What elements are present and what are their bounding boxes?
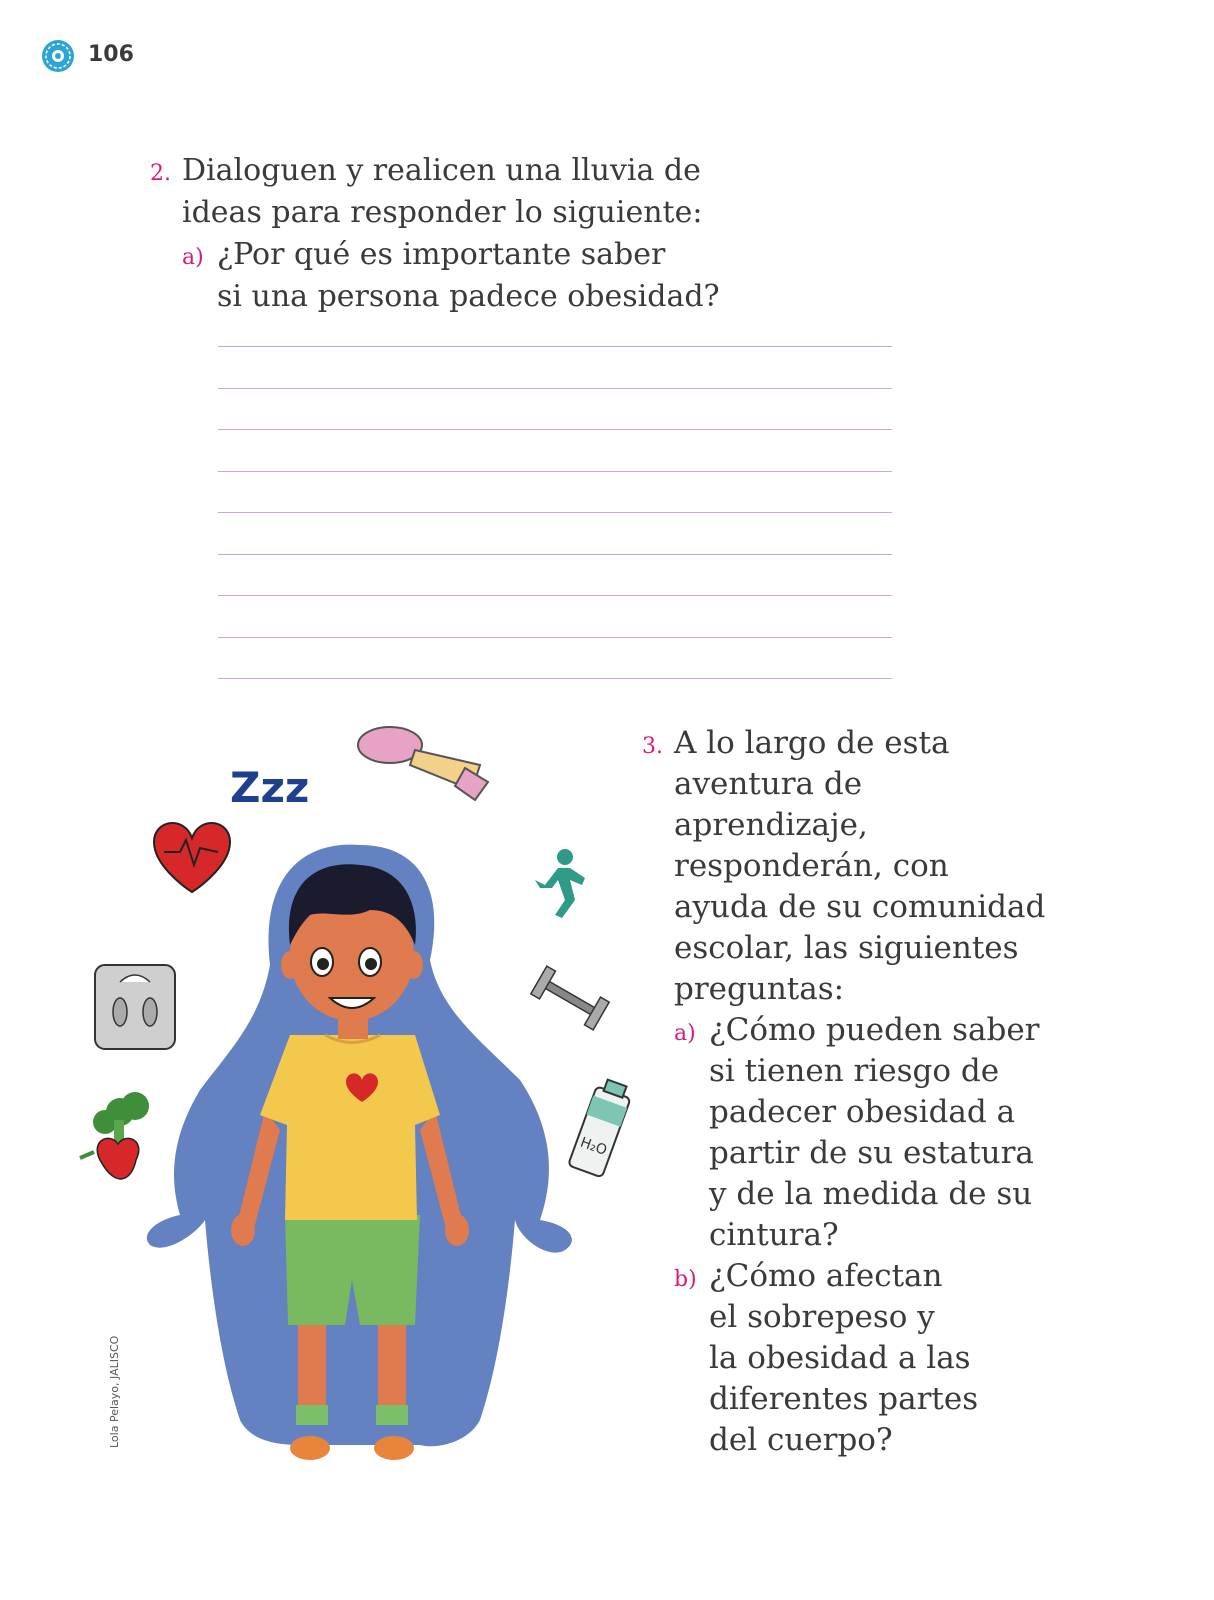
answer-line[interactable] <box>218 388 892 430</box>
question-2a-text-line: ¿Por qué es importante saber <box>217 237 666 272</box>
question-3-text-line: responderán, con <box>674 848 949 884</box>
question-3a-text-line: ¿Cómo pueden saber <box>709 1012 1040 1048</box>
answer-line[interactable] <box>218 471 892 513</box>
question-3a-text-line: cintura? <box>709 1217 839 1253</box>
answer-line[interactable] <box>218 678 892 720</box>
illustration-credit: Lola Pelayo, JALISCO <box>108 1335 121 1448</box>
answer-lines[interactable] <box>218 346 892 720</box>
page-badge-icon <box>40 38 76 74</box>
question-2-text-line: Dialoguen y realicen una lluvia de <box>182 153 701 188</box>
question-3b-text-line: el sobrepeso y <box>709 1299 935 1335</box>
yellow-shirt <box>260 1035 440 1220</box>
answer-line[interactable] <box>218 595 892 637</box>
question-3a-text-line: partir de su estatura <box>709 1135 1034 1171</box>
answer-line[interactable] <box>218 637 892 679</box>
tape-measure-icon <box>358 727 488 800</box>
answer-line[interactable] <box>218 512 892 554</box>
water-bottle-icon <box>568 1077 634 1178</box>
question-3-text-line: ayuda de su comunidad <box>674 889 1046 925</box>
question-3a-text-line: padecer obesidad a <box>709 1094 1016 1130</box>
question-3-text-line: aventura de aprendizaje, <box>674 766 868 843</box>
running-person-icon <box>535 849 585 918</box>
bathroom-scale-icon <box>95 965 175 1049</box>
question-3b-text-line: ¿Cómo afectan <box>709 1258 943 1294</box>
question-2 <box>150 150 770 318</box>
answer-line[interactable] <box>218 554 892 596</box>
question-2a-text-line: si una persona padece obesidad? <box>217 279 720 314</box>
dumbbell-icon <box>531 966 609 1030</box>
left-shoe <box>290 1436 330 1460</box>
question-3-text-line: preguntas: <box>674 971 845 1007</box>
question-3a-text-line: si tienen riesgo de <box>709 1053 1000 1089</box>
water-bottle-label: H₂O <box>577 1134 609 1159</box>
question-3 <box>642 723 1062 1461</box>
zzz-label: Zzz <box>230 763 310 812</box>
question-2-number: 2. <box>150 161 171 186</box>
question-3b-letter: b) <box>674 1267 697 1292</box>
question-3-text-line: A lo largo de esta <box>674 725 950 761</box>
page-number: 106 <box>88 42 134 67</box>
question-3b-text-line: diferentes partes <box>709 1381 979 1417</box>
question-3a-text-line: y de la medida de su <box>709 1176 1033 1212</box>
heart-rate-icon <box>154 823 230 892</box>
apple-broccoli-icon <box>80 1092 149 1179</box>
question-3b-text-line: la obesidad a las <box>709 1340 971 1376</box>
question-3b-text-line: del cuerpo? <box>709 1422 893 1458</box>
question-2-text-line: ideas para responder lo siguiente: <box>182 195 703 230</box>
question-3a-letter: a) <box>674 1021 696 1046</box>
question-3-number: 3. <box>642 734 663 759</box>
answer-line[interactable] <box>218 429 892 471</box>
question-2a-letter: a) <box>182 245 204 270</box>
boy-health-illustration <box>60 720 650 1480</box>
answer-line[interactable] <box>218 346 892 388</box>
question-3-text-line: escolar, las siguientes <box>674 930 1019 966</box>
right-shoe <box>374 1436 414 1460</box>
